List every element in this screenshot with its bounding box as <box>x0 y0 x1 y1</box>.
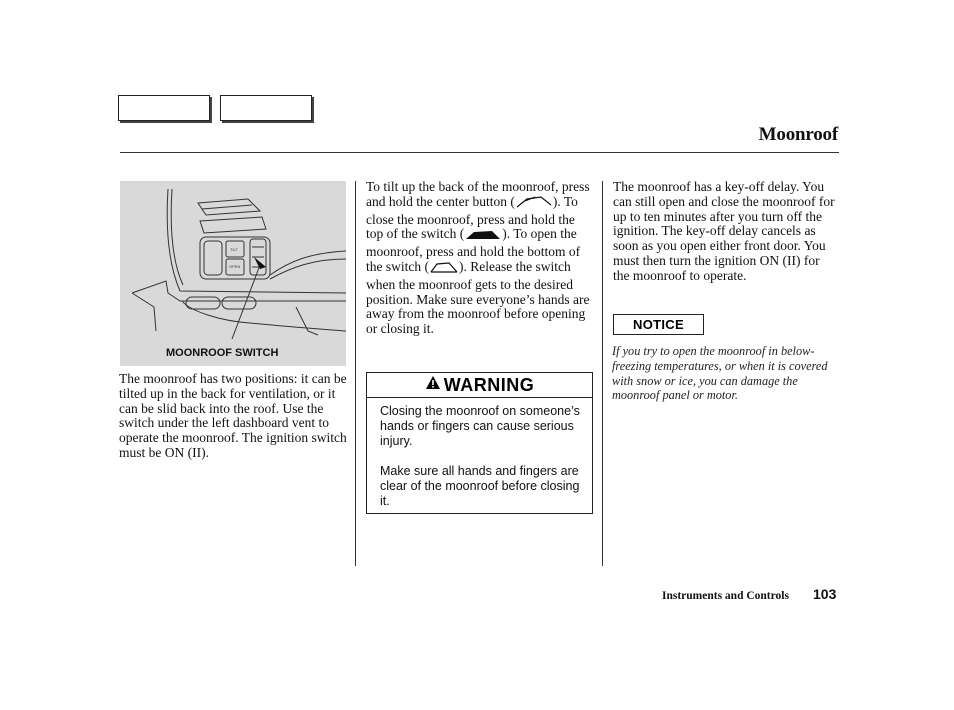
footer-section-name: Instruments and Controls <box>662 590 789 602</box>
column2-part2: ). To close the moonroof, press and hold the top of the switch ( <box>366 193 578 242</box>
warning-paragraph: Closing the moonroof on someone’s hands or fingers can cause serious injury. <box>380 404 580 448</box>
warning-triangle-icon <box>425 375 441 395</box>
warning-title: WARNING <box>443 374 535 395</box>
moonroof-tilt-icon <box>515 195 553 213</box>
switch-label-tilt: TILT <box>230 247 238 252</box>
dashboard-illustration <box>120 181 346 366</box>
column2-part1: To tilt up the back of the moonroof, press and hold the center button ( <box>366 179 590 209</box>
column1-text: The moonroof has two positions: it can be tilted up in the back for ventilation, or it can be slid back into the roof. Use the switch under the left dashboard vent to operate the moonroof. The ignition switch must be ON (II). <box>119 371 347 460</box>
header-rule <box>120 152 839 153</box>
notice-text: If you try to open the moonroof in below-freezing temperatures, or when it is covered with snow or ice, you can damage the moonroof panel or motor. <box>612 344 828 403</box>
nav-button-previous[interactable] <box>118 95 210 121</box>
switch-label-open: OPEN <box>229 264 241 269</box>
warning-header <box>367 373 592 398</box>
warning-paragraph: Make sure all hands and fingers are clear of the moonroof before closing it. <box>380 464 580 508</box>
notice-label: NOTICE <box>633 317 684 332</box>
column2-part4: ). Release the switch when the moonroof gets to the desired position. Make sure everyone’s hands are away from the moonroof before opening or closing it. <box>366 258 590 337</box>
nav-button-next[interactable] <box>220 95 312 121</box>
moonroof-close-icon <box>464 227 502 245</box>
column2-part3: ). To open the moonroof, press and hold the bottom of the switch ( <box>366 226 581 274</box>
column-divider <box>355 181 356 566</box>
moonroof-switch-figure <box>120 181 346 366</box>
moonroof-open-icon <box>429 260 459 278</box>
warning-box <box>366 372 593 514</box>
column-divider <box>602 181 603 566</box>
page-title: Moonroof <box>758 124 838 145</box>
warning-body <box>367 398 592 509</box>
column3-text: The moonroof has a key-off delay. You can still open and close the moonroof for up to ten minutes after you turn off the ignition. The key-off delay cancels as soon as you open either front door. You must then turn the ignition ON (II) for the moonroof to operate. <box>613 179 835 283</box>
figure-caption: MOONROOF SWITCH <box>166 347 279 359</box>
page-number: 103 <box>813 586 837 602</box>
notice-label-box <box>613 314 704 335</box>
column2-text <box>366 180 592 337</box>
